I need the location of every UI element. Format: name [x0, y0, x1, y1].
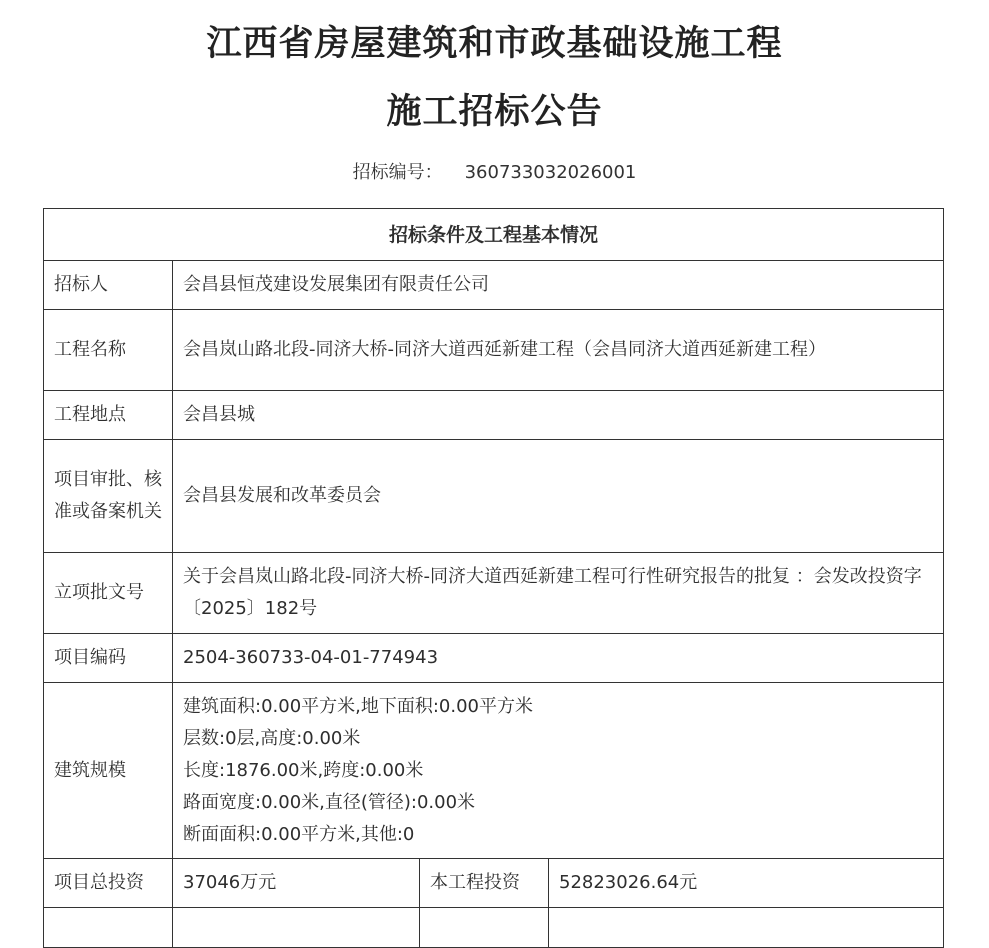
section-header: 招标条件及工程基本情况	[44, 209, 944, 261]
scale-line: 路面宽度:0.00米,直径(管径):0.00米	[183, 791, 476, 813]
row-value: 会昌岚山路北段-同济大桥-同济大道西延新建工程（会昌同济大道西延新建工程）	[173, 310, 944, 391]
scale-line: 层数:0层,高度:0.00米	[183, 727, 361, 749]
total-investment-value: 37046万元	[173, 859, 420, 908]
row-value	[173, 683, 944, 859]
row-label: 工程地点	[44, 391, 173, 440]
document-title-line2: 施工招标公告	[386, 92, 603, 132]
bid-info-table	[43, 208, 944, 948]
total-investment-label: 项目总投资	[44, 859, 173, 908]
scale-line: 长度:1876.00米,跨度:0.00米	[183, 759, 424, 781]
this-investment-value: 52823026.64元	[549, 859, 944, 908]
scale-line: 建筑面积:0.00平方米,地下面积:0.00平方米	[183, 695, 534, 717]
table-row	[44, 310, 944, 391]
empty-cell	[173, 908, 420, 948]
document-title-line1: 江西省房屋建筑和市政基础设施工程	[206, 24, 783, 64]
row-value: 关于会昌岚山路北段-同济大桥-同济大道西延新建工程可行性研究报告的批复 ：会发改投资字〔2025〕182号	[173, 553, 944, 634]
table-header-row	[44, 209, 944, 261]
row-value: 会昌县恒茂建设发展集团有限责任公司	[173, 261, 944, 310]
row-label: 建筑规模	[44, 683, 173, 859]
table-row-partial	[44, 908, 944, 948]
this-investment-label: 本工程投资	[420, 859, 549, 908]
table-row	[44, 261, 944, 310]
bid-number-label: 招标编号：	[352, 162, 443, 183]
row-label: 立项批文号	[44, 553, 173, 634]
empty-cell	[420, 908, 549, 948]
empty-cell	[549, 908, 944, 948]
row-label: 项目审批、核准或备案机关	[44, 440, 173, 553]
table-row-scale	[44, 683, 944, 859]
row-value: 会昌县发展和改革委员会	[173, 440, 944, 553]
empty-cell	[44, 908, 173, 948]
bid-number	[0, 158, 989, 184]
scale-line: 断面面积:0.00平方米,其他:0	[183, 823, 415, 845]
bid-number-value: 360733032026001	[464, 162, 637, 183]
row-label: 招标人	[44, 261, 173, 310]
row-label: 项目编码	[44, 634, 173, 683]
table-row	[44, 391, 944, 440]
row-value: 会昌县城	[173, 391, 944, 440]
table-row-investment	[44, 859, 944, 908]
table-row	[44, 553, 944, 634]
row-value: 2504-360733-04-01-774943	[173, 634, 944, 683]
table-row	[44, 634, 944, 683]
row-label: 工程名称	[44, 310, 173, 391]
table-row	[44, 440, 944, 553]
